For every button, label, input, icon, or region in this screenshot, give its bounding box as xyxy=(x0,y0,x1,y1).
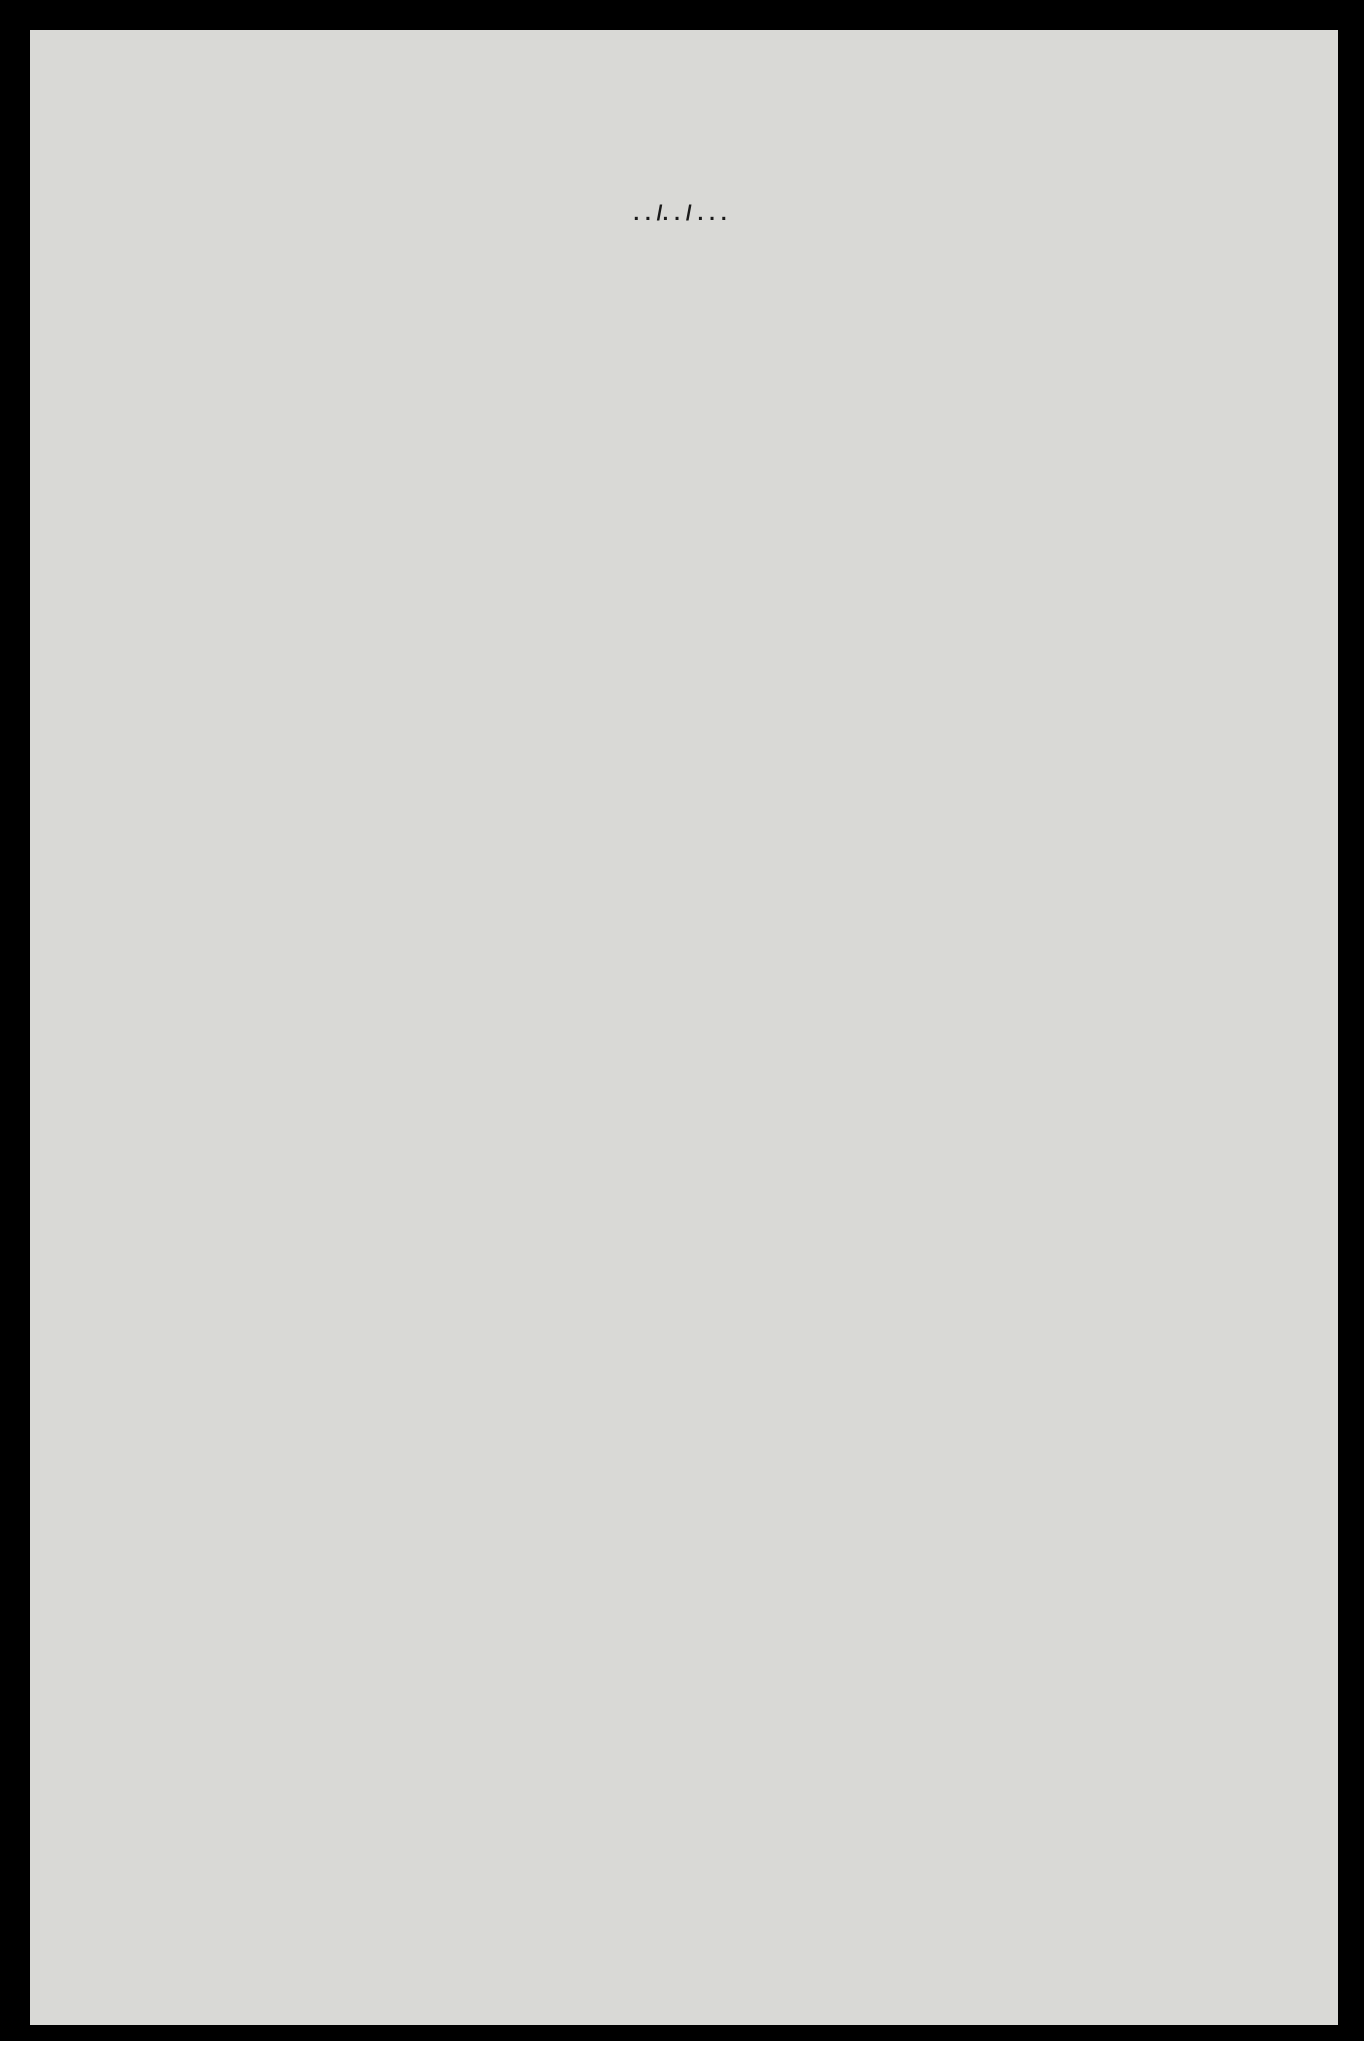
archive-footer xyxy=(0,2041,1364,2061)
unit-line xyxy=(108,100,114,123)
part-d-subtitle: . . /. . / . . . xyxy=(633,202,727,225)
form-page xyxy=(30,30,1338,2025)
